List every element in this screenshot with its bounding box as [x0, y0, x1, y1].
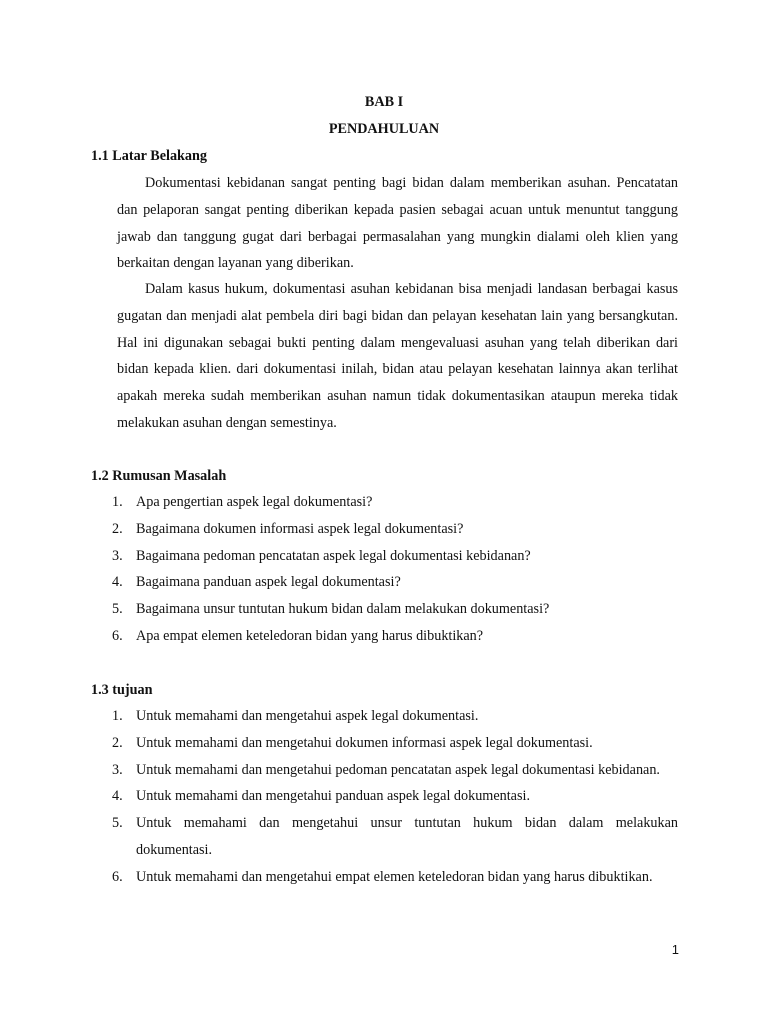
list-item [112, 516, 678, 543]
list-item-text: Apa pengertian aspek legal dokumentasi? [136, 494, 373, 510]
list-item-number: 6. [112, 627, 123, 644]
list-item-number: 3. [112, 547, 123, 564]
list-item-number: 2. [112, 734, 123, 751]
list-item-text: Untuk memahami dan mengetahui empat elemen keteledoran bidan yang harus dibuktikan. [136, 868, 653, 885]
list-item-number: 2. [112, 520, 123, 537]
paragraph: Dalam kasus hukum, dokumentasi asuhan kebidanan bisa menjadi landasan berbagai kasus gugatan dan menjadi alat pembela diri bagi bidan dan pelayan kesehatan lain yang bersangkutan. Hal ini digunakan sebagai bukti penting dalam mengevaluasi asuhan yang telah diberikan dari bidan kepada klien. dari dokumentasi inilah, bidan atau pelayan kesehatan lainnya akan terlihat apakah mereka sudah memberikan asuhan namun tidak dokumentasikan ataupun mereka tidak melakukan asuhan dengan semestinya. [117, 281, 678, 431]
rumusan-masalah-list [112, 489, 678, 650]
list-item [112, 810, 678, 864]
list-item [112, 757, 678, 784]
list-item-number: 4. [112, 574, 123, 591]
list-item-number: 1. [112, 708, 123, 724]
chapter-number: BAB I [364, 94, 404, 110]
list-item [112, 596, 678, 623]
list-item [112, 623, 678, 650]
list-item-text: Apa empat elemen keteledoran bidan yang harus dibuktikan? [136, 627, 484, 644]
list-item-number: 6. [112, 868, 123, 885]
list-item-text: Bagaimana dokumen informasi aspek legal dokumentasi? [136, 520, 464, 537]
list-item [112, 703, 678, 730]
list-item-number: 4. [112, 788, 123, 805]
list-item [112, 864, 678, 891]
list-item [112, 543, 678, 570]
list-item [112, 783, 678, 810]
paragraph: Dokumentasi kebidanan sangat penting bagi bidan dalam memberikan asuhan. Pencatatan dan pelaporan sangat penting diberikan kepada pasien sebagai acuan untuk menuntut tanggung jawab dan tanggung gugat dari berbagai permasalahan yang mungkin dialami oleh klien yang berkaitan dengan layanan yang diberikan. [117, 175, 678, 272]
list-item-text: Bagaimana pedoman pencatatan aspek legal dokumentasi kebidanan? [136, 547, 531, 564]
list-item-text: Untuk memahami dan mengetahui unsur tuntutan hukum bidan dalam melakukan dokumentasi. [136, 815, 678, 858]
section-heading-rumusan-masalah: 1.2 Rumusan Masalah [91, 468, 227, 484]
section-heading-latar-belakang: 1.1 Latar Belakang [91, 148, 208, 164]
list-item-number: 5. [112, 601, 123, 618]
list-item-text: Untuk memahami dan mengetahui dokumen informasi aspek legal dokumentasi. [136, 734, 593, 751]
list-item [112, 489, 678, 516]
list-item-text: Bagaimana panduan aspek legal dokumentasi? [136, 574, 401, 591]
list-item-text: Untuk memahami dan mengetahui pedoman pencatatan aspek legal dokumentasi kebidanan. [136, 761, 660, 778]
list-item-text: Bagaimana unsur tuntutan hukum bidan dalam melakukan dokumentasi? [136, 601, 550, 618]
list-item-number: 3. [112, 761, 123, 778]
list-item [112, 730, 678, 757]
list-item-text: Untuk memahami dan mengetahui panduan aspek legal dokumentasi. [136, 788, 530, 805]
list-item [112, 569, 678, 596]
list-item-text: Untuk memahami dan mengetahui aspek legal dokumentasi. [136, 708, 479, 724]
list-item-number: 1. [112, 494, 123, 510]
list-item-number: 5. [112, 815, 123, 832]
page-number: 1 [671, 942, 679, 957]
tujuan-list [112, 703, 678, 891]
chapter-title: PENDAHULUAN [328, 121, 440, 137]
section-heading-tujuan: 1.3 tujuan [91, 682, 153, 698]
